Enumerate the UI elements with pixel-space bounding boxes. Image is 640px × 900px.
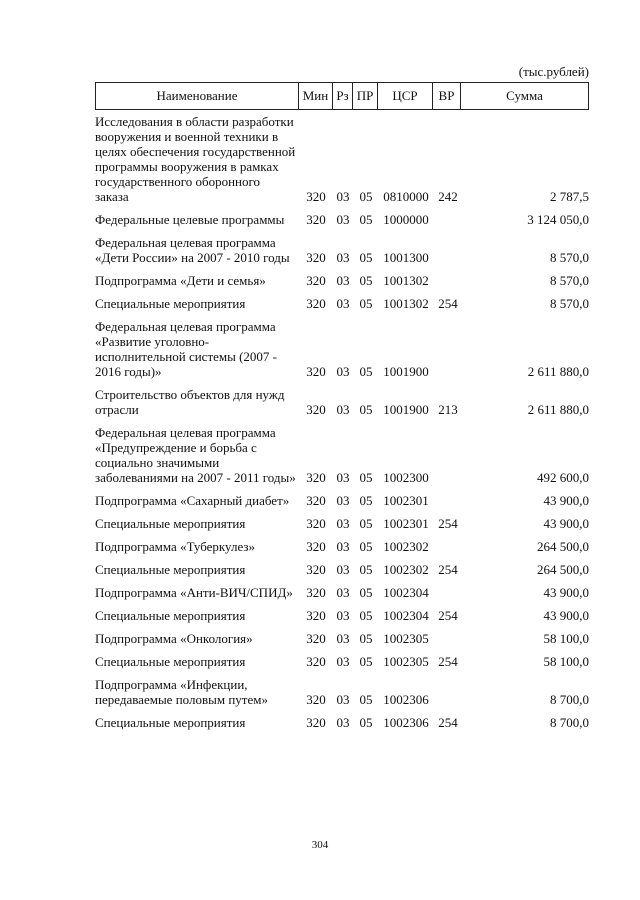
row-csr: 1000000 [383, 212, 429, 227]
row-csr: 1002305 [383, 654, 429, 669]
table-header [95, 82, 589, 110]
row-csr: 1001302 [383, 296, 429, 311]
table-row [95, 273, 589, 288]
row-vr: 254 [438, 562, 458, 577]
row-min: 320 [306, 212, 326, 227]
row-sum: 264 500,0 [537, 562, 589, 577]
row-name: Специальные мероприятия [95, 654, 246, 669]
row-sum: 2 611 880,0 [527, 364, 589, 379]
table-row [95, 562, 589, 577]
header-name: Наименование [96, 83, 299, 109]
row-min: 320 [306, 364, 326, 379]
row-min: 320 [306, 296, 326, 311]
row-rz: 03 [336, 189, 350, 204]
row-pr: 05 [359, 296, 373, 311]
header-min: Мин [299, 83, 333, 109]
row-pr: 05 [359, 250, 373, 265]
row-sum: 43 900,0 [543, 585, 589, 600]
row-csr: 1002301 [383, 516, 429, 531]
row-pr: 05 [359, 212, 373, 227]
row-pr: 05 [359, 654, 373, 669]
page-number: 304 [311, 839, 329, 851]
row-name: Специальные мероприятия [95, 516, 246, 531]
row-pr: 05 [359, 715, 373, 730]
table-row [95, 631, 589, 646]
row-min: 320 [306, 654, 326, 669]
unit-note: (тыс.рублей) [518, 64, 589, 79]
row-rz: 03 [336, 516, 350, 531]
row-rz: 03 [336, 273, 350, 288]
row-min: 320 [306, 493, 326, 508]
row-pr: 05 [359, 692, 373, 707]
row-pr: 05 [359, 493, 373, 508]
row-name: Федеральная целевая программа «Дети России» на 2007 - 2010 годы [95, 235, 290, 265]
row-sum: 58 100,0 [543, 654, 589, 669]
row-rz: 03 [336, 250, 350, 265]
row-pr: 05 [359, 402, 373, 417]
row-pr: 05 [359, 516, 373, 531]
row-sum: 2 787,5 [550, 189, 589, 204]
row-pr: 05 [359, 273, 373, 288]
row-sum: 58 100,0 [543, 631, 589, 646]
table-row [95, 493, 589, 508]
row-pr: 05 [359, 585, 373, 600]
row-csr: 1002304 [383, 585, 429, 600]
table-row [95, 585, 589, 600]
table-row [95, 319, 589, 379]
table-row [95, 387, 589, 417]
row-csr: 1001900 [383, 364, 429, 379]
row-csr: 1002306 [383, 715, 429, 730]
row-sum: 43 900,0 [543, 493, 589, 508]
row-sum: 43 900,0 [543, 608, 589, 623]
table-row [95, 235, 589, 265]
row-rz: 03 [336, 562, 350, 577]
row-rz: 03 [336, 470, 350, 485]
row-min: 320 [306, 631, 326, 646]
row-min: 320 [306, 692, 326, 707]
row-pr: 05 [359, 539, 373, 554]
table-row [95, 516, 589, 531]
row-min: 320 [306, 585, 326, 600]
table-row [95, 654, 589, 669]
table-row [95, 114, 589, 204]
row-pr: 05 [359, 364, 373, 379]
row-rz: 03 [336, 296, 350, 311]
row-pr: 05 [359, 608, 373, 623]
row-csr: 0810000 [383, 189, 429, 204]
row-min: 320 [306, 715, 326, 730]
row-rz: 03 [336, 212, 350, 227]
row-name: Строительство объектов для нужд отрасли [95, 387, 285, 417]
row-name: Специальные мероприятия [95, 296, 246, 311]
row-rz: 03 [336, 402, 350, 417]
row-name: Федеральная целевая программа «Предупреждение и борьба с социально значимыми заболеваниями на 2007 - 2011 годы» [95, 425, 296, 485]
row-name: Специальные мероприятия [95, 715, 246, 730]
row-name: Подпрограмма «Туберкулез» [95, 539, 256, 554]
row-sum: 8 700,0 [550, 715, 589, 730]
row-rz: 03 [336, 493, 350, 508]
header-vr: ВР [433, 83, 461, 109]
row-sum: 8 570,0 [550, 250, 589, 265]
row-rz: 03 [336, 364, 350, 379]
row-sum: 2 611 880,0 [527, 402, 589, 417]
row-sum: 8 570,0 [550, 273, 589, 288]
row-csr: 1002301 [383, 493, 429, 508]
row-sum: 43 900,0 [543, 516, 589, 531]
row-pr: 05 [359, 631, 373, 646]
row-min: 320 [306, 516, 326, 531]
header-sum: Сумма [506, 88, 543, 103]
row-name: Подпрограмма «Инфекции, передаваемые половым путем» [95, 677, 268, 707]
table-row [95, 212, 589, 227]
row-rz: 03 [336, 631, 350, 646]
row-min: 320 [306, 250, 326, 265]
table-row [95, 677, 589, 707]
row-vr: 242 [438, 189, 458, 204]
table-row [95, 539, 589, 554]
row-pr: 05 [359, 470, 373, 485]
row-csr: 1002304 [383, 608, 429, 623]
table-row [95, 425, 589, 485]
row-vr: 254 [438, 654, 458, 669]
row-rz: 03 [336, 539, 350, 554]
table-row [95, 715, 589, 730]
row-min: 320 [306, 539, 326, 554]
row-csr: 1002302 [383, 539, 429, 554]
row-min: 320 [306, 273, 326, 288]
row-sum: 264 500,0 [537, 539, 589, 554]
row-min: 320 [306, 470, 326, 485]
row-sum: 8 570,0 [550, 296, 589, 311]
row-csr: 1001302 [383, 273, 429, 288]
row-vr: 254 [438, 516, 458, 531]
table-row [95, 296, 589, 311]
row-name: Специальные мероприятия [95, 608, 246, 623]
row-name: Подпрограмма «Сахарный диабет» [95, 493, 290, 508]
row-rz: 03 [336, 654, 350, 669]
row-sum: 3 124 050,0 [527, 212, 589, 227]
row-vr: 254 [438, 608, 458, 623]
row-name: Подпрограмма «Анти-ВИЧ/СПИД» [95, 585, 293, 600]
row-csr: 1002302 [383, 562, 429, 577]
row-min: 320 [306, 608, 326, 623]
row-name: Подпрограмма «Онкология» [95, 631, 253, 646]
header-rz: Рз [333, 83, 353, 109]
row-name: Подпрограмма «Дети и семья» [95, 273, 266, 288]
row-vr: 254 [438, 296, 458, 311]
row-min: 320 [306, 189, 326, 204]
row-rz: 03 [336, 608, 350, 623]
row-name: Специальные мероприятия [95, 562, 246, 577]
table-row [95, 608, 589, 623]
row-rz: 03 [336, 715, 350, 730]
row-csr: 1001300 [383, 250, 429, 265]
row-vr: 213 [438, 402, 458, 417]
row-pr: 05 [359, 562, 373, 577]
header-csr: ЦСР [378, 83, 433, 109]
row-min: 320 [306, 562, 326, 577]
row-csr: 1002300 [383, 470, 429, 485]
row-sum: 492 600,0 [537, 470, 589, 485]
row-rz: 03 [336, 692, 350, 707]
row-name: Федеральная целевая программа «Развитие уголовно-исполнительной системы (2007 - 2016 годы)» [95, 319, 278, 379]
row-name: Исследования в области разработки вооружения и военной техники в целях обеспечения государственной программы вооружения в рамках государственного оборонного заказа [95, 114, 296, 204]
row-csr: 1002306 [383, 692, 429, 707]
row-pr: 05 [359, 189, 373, 204]
row-name: Федеральные целевые программы [95, 212, 285, 227]
header-pr: ПР [353, 83, 378, 109]
row-vr: 254 [438, 715, 458, 730]
row-rz: 03 [336, 585, 350, 600]
row-sum: 8 700,0 [550, 692, 589, 707]
row-min: 320 [306, 402, 326, 417]
row-csr: 1002305 [383, 631, 429, 646]
table-body [95, 114, 589, 738]
row-csr: 1001900 [383, 402, 429, 417]
